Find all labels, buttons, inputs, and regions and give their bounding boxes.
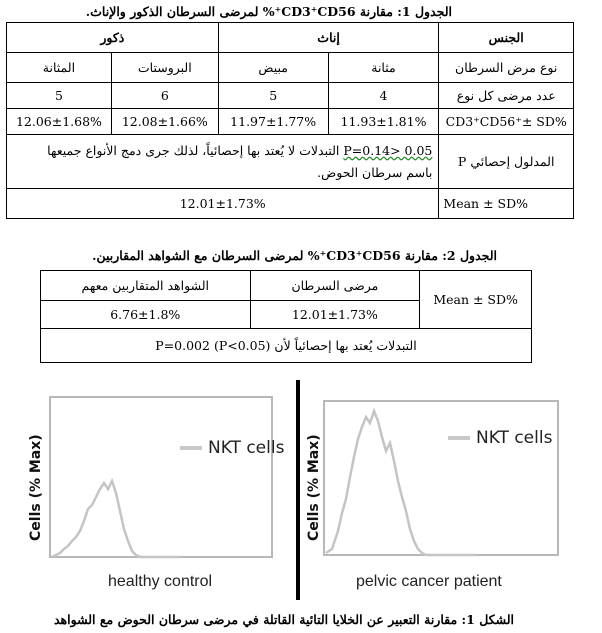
type-bladder-male: المثانة bbox=[7, 53, 112, 83]
table2-note: التبدلات يُعتد بها إحصائياً لأن P=0.002 (P<0.05) bbox=[41, 329, 532, 363]
mean-sd-label: Mean ± SD% bbox=[420, 271, 532, 329]
males-header: ذكور bbox=[7, 23, 219, 53]
plot-frame bbox=[324, 401, 558, 555]
controls-header: الشواهد المتقاربين معهم bbox=[41, 271, 251, 301]
count-bladder-male: 5 bbox=[7, 83, 112, 109]
cd-value-label: CD3⁺CD56⁺± SD% bbox=[439, 109, 574, 135]
cancer-type-label: نوع مرض السرطان bbox=[439, 53, 574, 83]
type-ovary: مبيض bbox=[218, 53, 328, 83]
patients-header: مرضى السرطان bbox=[250, 271, 420, 301]
value-bladder-female: 11.93±1.81% bbox=[328, 109, 439, 135]
gender-header: الجنس bbox=[439, 23, 574, 53]
histogram-healthy-panel bbox=[20, 381, 285, 603]
type-bladder-female: مثانة bbox=[328, 53, 439, 83]
table2-caption: الجدول 2: مقارنة CD3⁺CD56⁺% لمرضى السرطان مع الشواهد المقاربين. bbox=[92, 248, 497, 263]
value-bladder-male: 12.06±1.68% bbox=[7, 109, 112, 135]
count-ovary: 5 bbox=[218, 83, 328, 109]
legend-swatch bbox=[180, 446, 202, 450]
mean-value: 12.01±1.73% bbox=[7, 189, 439, 219]
type-prostate: البروستات bbox=[111, 53, 218, 83]
table1-caption: الجدول 1: مقارنة CD3⁺CD56⁺% لمرضى السرطان الذكور والإناث. bbox=[85, 4, 452, 19]
count-bladder-female: 4 bbox=[328, 83, 439, 109]
legend-label: NKT cells bbox=[208, 438, 285, 458]
legend-swatch bbox=[448, 436, 470, 440]
value-ovary: 11.97±1.77% bbox=[218, 109, 328, 135]
table2 bbox=[40, 270, 532, 363]
legend-label: NKT cells bbox=[476, 428, 553, 448]
patients-value: 12.01±1.73% bbox=[250, 301, 420, 329]
histogram-patient-panel bbox=[306, 381, 560, 603]
table1 bbox=[6, 22, 574, 219]
legend-nkt-cells-left bbox=[180, 438, 284, 458]
y-axis-label-right: Cells (% Max) bbox=[306, 434, 322, 541]
value-prostate: 12.08±1.66% bbox=[111, 109, 218, 135]
pvalue-line-1 bbox=[11, 140, 432, 162]
panel-divider bbox=[296, 380, 300, 600]
x-axis-label-patient: pelvic cancer patient bbox=[356, 573, 502, 590]
pvalue-number: P=0.14> 0.05 bbox=[343, 142, 433, 158]
pvalue-line-2: باسم سرطان الحوض. bbox=[317, 164, 433, 180]
histogram-healthy bbox=[20, 381, 274, 603]
y-axis-label-left: Cells (% Max) bbox=[28, 434, 44, 541]
count-prostate: 6 bbox=[111, 83, 218, 109]
mean-label: Mean ± SD% bbox=[439, 189, 574, 219]
histogram-patient bbox=[306, 381, 560, 603]
pvalue-prefix: التبدلات لا يُعتد بها إحصائياً، لذلك جرى دمج الأنواع جميعها bbox=[47, 142, 340, 158]
legend-nkt-cells-right bbox=[448, 428, 552, 448]
figure-caption: الشكل 1: مقارنة التعبير عن الخلايا التائية القاتلة في مرضى سرطان الحوض مع الشواهد bbox=[54, 612, 514, 627]
x-axis-label-healthy: healthy control bbox=[108, 573, 213, 590]
histogram-curve bbox=[52, 481, 180, 557]
significance-label: المدلول إحصائي P bbox=[439, 135, 574, 189]
females-header: إناث bbox=[218, 23, 439, 53]
controls-value: 6.76±1.8% bbox=[41, 301, 251, 329]
pvalue-text bbox=[7, 135, 439, 189]
patient-count-label: عدد مرضى كل نوع bbox=[439, 83, 574, 109]
plot-frame bbox=[50, 397, 272, 557]
